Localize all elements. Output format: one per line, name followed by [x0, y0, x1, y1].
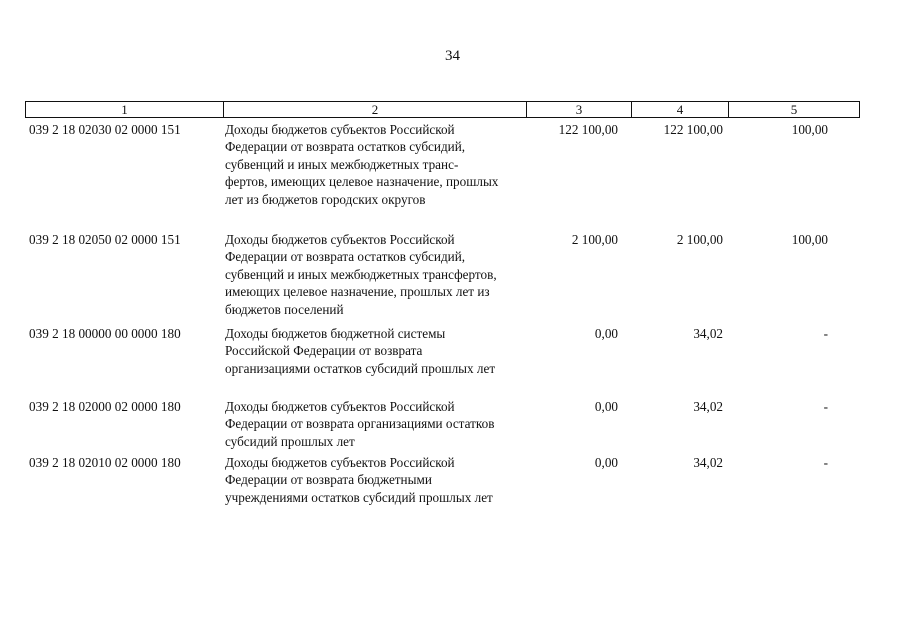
value-col5: - [823, 455, 828, 470]
budget-code: 039 2 18 02000 02 0000 180 [29, 399, 181, 414]
value-col4: 34,02 [693, 399, 723, 414]
description-line: Доходы бюджетов субъектов Российской [225, 455, 455, 470]
column-header-5: 5 [728, 102, 859, 117]
description-line: Доходы бюджетов бюджетной системы [225, 326, 446, 341]
description-line: фертов, имеющих целевое назначение, прошлых [225, 174, 499, 190]
value-col4: 122 100,00 [663, 122, 723, 137]
description-line: субвенций и иных межбюджетных транс- [225, 156, 459, 172]
description-line: Федерации от возврата бюджетными [225, 472, 432, 488]
description-line: Доходы бюджетов субъектов Российской [225, 232, 455, 247]
income-description [225, 325, 530, 377]
column-header-2: 2 [223, 102, 526, 117]
budget-code: 039 2 18 02030 02 0000 151 [29, 122, 181, 137]
budget-code: 039 2 18 02010 02 0000 180 [29, 455, 181, 470]
value-col3: 0,00 [594, 455, 618, 470]
value-col5: 100,00 [791, 122, 828, 137]
description-line: Российской Федерации от возврата [225, 343, 423, 359]
table-header [25, 101, 860, 118]
description-line: бюджетов поселений [225, 301, 344, 317]
description-line: учреждениями остатков субсидий прошлых лет [225, 489, 493, 505]
description-line: субсидий прошлых лет [225, 433, 355, 449]
description-line: Доходы бюджетов субъектов Российской [225, 399, 455, 414]
budget-code: 039 2 18 02050 02 0000 151 [29, 232, 181, 247]
description-line: организациями остатков субсидий прошлых лет [225, 360, 496, 376]
budget-code: 039 2 18 00000 00 0000 180 [29, 326, 181, 341]
description-line: имеющих целевое назначение, прошлых лет из [225, 284, 490, 300]
value-col4: 2 100,00 [676, 232, 723, 247]
value-col4: 34,02 [693, 455, 723, 470]
value-col3: 0,00 [594, 399, 618, 414]
value-col4: 34,02 [693, 326, 723, 341]
value-col5: 100,00 [791, 232, 828, 247]
income-description [225, 454, 530, 506]
value-col3: 2 100,00 [571, 232, 618, 247]
description-line: Федерации от возврата остатков субсидий, [225, 249, 466, 265]
description-line: Федерации от возврата остатков субсидий, [225, 139, 466, 155]
description-line: лет из бюджетов городских округов [225, 191, 426, 207]
value-col5: - [823, 399, 828, 414]
description-line: субвенций и иных межбюджетных трансфертов, [225, 266, 497, 282]
page-number: 34 [445, 48, 460, 64]
income-description [225, 121, 530, 208]
income-description [225, 231, 530, 318]
column-header-3: 3 [526, 102, 631, 117]
description-line: Доходы бюджетов субъектов Российской [225, 122, 455, 137]
value-col5: - [823, 326, 828, 341]
value-col3: 122 100,00 [558, 122, 618, 137]
column-header-4: 4 [631, 102, 728, 117]
description-line: Федерации от возврата организациями остатков [225, 416, 495, 432]
value-col3: 0,00 [594, 326, 618, 341]
column-header-1: 1 [121, 102, 128, 117]
income-description [225, 398, 530, 450]
